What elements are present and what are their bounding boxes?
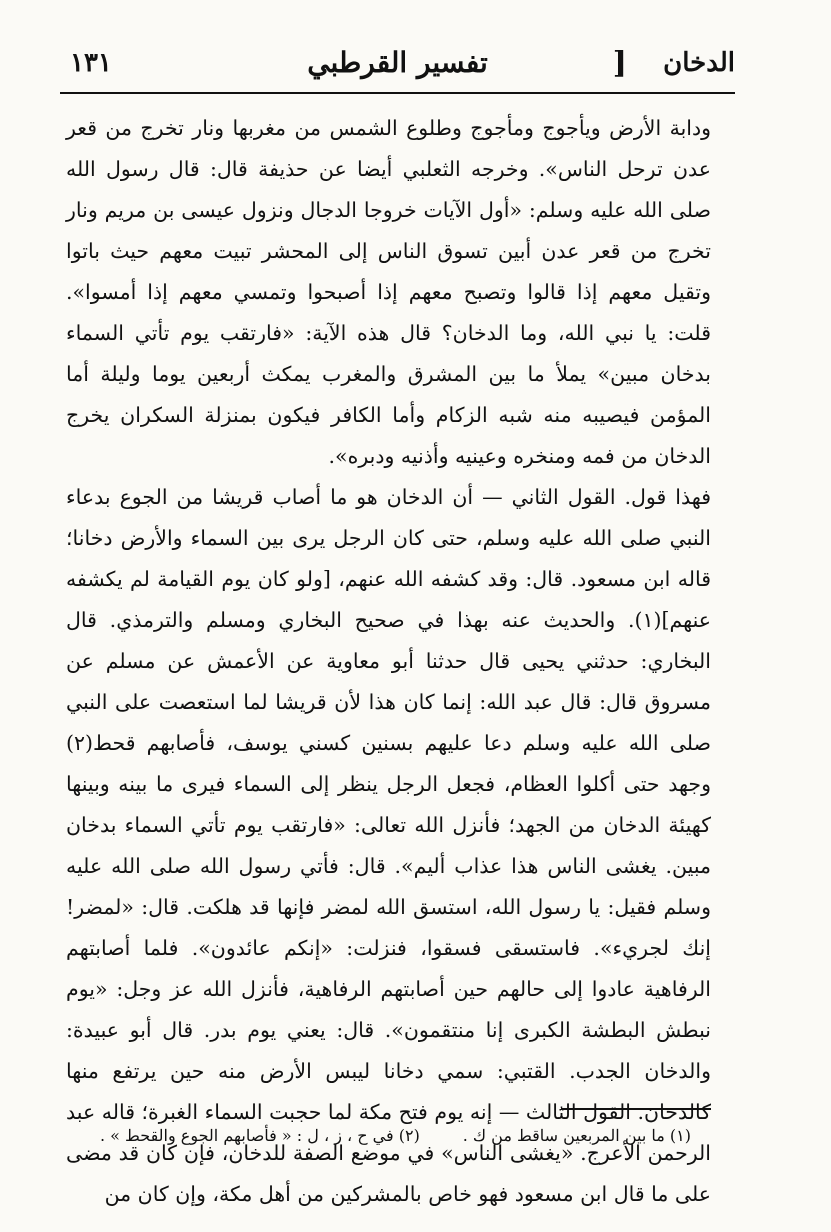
header-bracket: ] [612, 46, 627, 81]
footnote-1: (١) ما بين المربعين ساقط من ك . [462, 1126, 691, 1145]
footnote-divider [561, 1108, 711, 1110]
book-title: تفسير القرطبي [307, 46, 488, 79]
page-number: ١٣١ [70, 48, 112, 78]
body-text [66, 108, 711, 1215]
footnotes [100, 1126, 691, 1145]
footnote-2: (٢) في ح ، ز ، ل : « فأصابهم الجوع والقحط » . [100, 1126, 420, 1145]
page-header [60, 42, 735, 94]
surah-name: الدخان [663, 48, 735, 78]
paragraph-1: ودابة الأرض ويأجوج ومأجوج وطلوع الشمس من مغربها ونار تخرج من قعر عدن ترحل الناس». وخرجه الثعلبي أيضا عن حذيفة قال: قال رسول الله صلى الله عليه وسلم: «أول الآيات خروجا الدجال ونزول عيسى بن مريم ونار تخرج من قعر عدن أبين تسوق الناس إلى المحشر تبيت معهم حيث باتوا وتقيل معهم إذا قالوا وتصبح معهم إذا أصبحوا وتمسي معهم إذا أمسوا». قلت: يا نبي الله، وما الدخان؟ قال هذه الآية: «فارتقب يوم تأتي السماء بدخان مبين» يملأ ما بين المشرق والمغرب يمكث أربعين يوما وليلة أما المؤمن فيصيبه منه شبه الزكام وأما الكافر فيكون بمنزلة السكران يخرج الدخان من فمه ومنخره وعينيه وأذنيه ودبره». [66, 116, 711, 468]
paragraph-2: فهذا قول. القول الثاني — أن الدخان هو ما أصاب قريشا من الجوع بدعاء النبي صلى الله عليه وسلم، حتى كان الرجل يرى بين السماء والأرض دخانا؛ قاله ابن مسعود. قال: وقد كشفه الله عنهم، [ولو كان يوم القيامة لم يكشفه عنهم](١). والحديث عنه بهذا في صحيح البخاري ومسلم والترمذي. قال البخاري: حدثني يحيى قال حدثنا أبو معاوية عن الأعمش عن مسلم عن مسروق قال: قال عبد الله: إنما كان هذا لأن قريشا لما استعصت على النبي صلى الله عليه وسلم دعا عليهم بسنين كسني يوسف، فأصابهم قحط(٢) وجهد حتى أكلوا العظام، فجعل الرجل ينظر إلى السماء فيرى ما بينه وبينها كهيئة الدخان من الجهد؛ فأنزل الله تعالى: «فارتقب يوم تأتي السماء بدخان مبين. يغشى الناس هذا عذاب أليم». قال: فأتي رسول الله صلى الله عليه وسلم فقيل: يا رسول الله، استسق الله لمضر فإنها قد هلكت. قال: «لمضر! إنك لجريء». فاستسقى فسقوا، فنزلت: «إنكم عائدون». فلما أصابتهم الرفاهية عادوا إلى حالهم حين أصابتهم الرفاهية، فأنزل الله عز وجل: «يوم نبطش البطشة الكبرى إنا منتقمون». قال: يعني يوم بدر. قال أبو عبيدة: والدخان الجدب. القتبي: سمي دخانا ليبس الأرض منه حين يرتفع منها كالدخان. القول الثالث — إنه يوم فتح مكة لما حجبت السماء الغبرة؛ قاله عبد الرحمن الأعرج. «يغشى الناس» في موضع الصفة للدخان، فإن كان قد مضى على ما قال ابن مسعود فهو خاص بالمشركين من أهل مكة، وإن كان من [66, 485, 711, 1206]
